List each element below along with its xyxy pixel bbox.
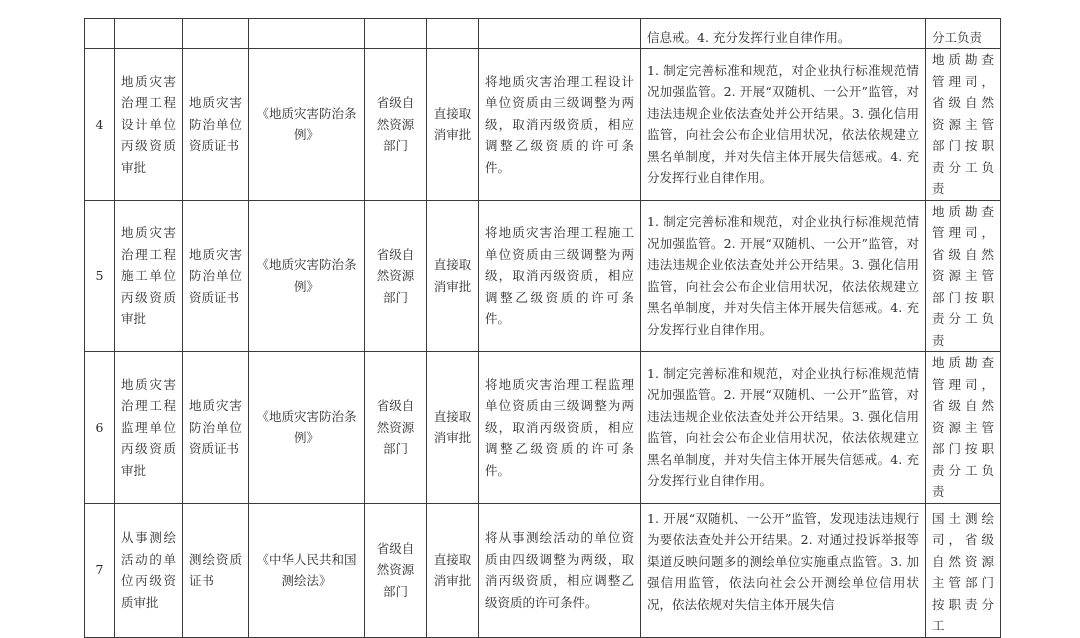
cell-certificate: 地质灾害防治单位资质证书	[183, 200, 249, 352]
cell-measures: 1. 开展“双随机、一公开”监管，发现违法违规行为要依法查处并公开结果。2. 对通过投诉举报等渠道反映问题多的测绘单位实施重点监管。3. 加强信用监管，依法向社会公开测绘单位信用状况，依法依规对失信主体开展失信	[641, 503, 926, 637]
cell-description	[479, 19, 641, 49]
cell-measures: 1. 制定完善标准和规范，对企业执行标准规范情况加强监管。2. 开展“双随机、一公开”监管，对违法违规企业依法查处并公开结果。3. 强化信用监管，向社会公布企业信用状况，依法依规建立黑名单制度，并对失信主体开展失信惩戒。4. 充分发挥行业自律作用。	[641, 200, 926, 352]
cell-item: 地质灾害治理工程施工单位丙级资质审批	[115, 200, 183, 352]
table-row	[85, 503, 1001, 637]
cell-law: 《地质灾害防治条例》	[249, 200, 365, 352]
table-row	[85, 352, 1001, 504]
cell-no: 7	[85, 503, 115, 637]
cell-responsibility: 分工负责	[926, 19, 1001, 49]
table-row	[85, 200, 1001, 352]
cell-mode: 直接取消审批	[427, 49, 479, 201]
cell-department	[365, 19, 427, 49]
cell-responsibility: 地质勘查管理司，省级自然资源主管部门按职责分工负责	[926, 200, 1001, 352]
cell-mode: 直接取消审批	[427, 503, 479, 637]
cell-item: 地质灾害治理工程监理单位丙级资质审批	[115, 352, 183, 504]
cell-description: 将地质灾害治理工程监理单位资质由三级调整为两级，取消丙级资质，相应调整乙级资质的许可条件。	[479, 352, 641, 504]
cell-responsibility: 地质勘查管理司，省级自然资源主管部门按职责分工负责	[926, 49, 1001, 201]
cell-no	[85, 19, 115, 49]
cell-responsibility: 国土测绘司，省级自然资源主管部门按职责分工	[926, 503, 1001, 637]
cell-department: 省级自然资源部门	[365, 200, 427, 352]
cell-law: 《地质灾害防治条例》	[249, 352, 365, 504]
cell-certificate: 地质灾害防治单位资质证书	[183, 49, 249, 201]
cell-mode: 直接取消审批	[427, 352, 479, 504]
cell-department: 省级自然资源部门	[365, 352, 427, 504]
cell-item: 从事测绘活动的单位丙级资质审批	[115, 503, 183, 637]
cell-description: 将地质灾害治理工程施工单位资质由三级调整为两级，取消丙级资质，相应调整乙级资质的许可条件。	[479, 200, 641, 352]
cell-mode	[427, 19, 479, 49]
cell-mode: 直接取消审批	[427, 200, 479, 352]
cell-description: 将从事测绘活动的单位资质由四级调整为两级，取消丙级资质，相应调整乙级资质的许可条件。	[479, 503, 641, 637]
cell-certificate: 地质灾害防治单位资质证书	[183, 352, 249, 504]
cell-no: 5	[85, 200, 115, 352]
cell-law: 《中华人民共和国测绘法》	[249, 503, 365, 637]
cell-department: 省级自然资源部门	[365, 503, 427, 637]
cell-description: 将地质灾害治理工程设计单位资质由三级调整为两级，取消丙级资质，相应调整乙级资质的许可条件。	[479, 49, 641, 201]
cell-item: 地质灾害治理工程设计单位丙级资质审批	[115, 49, 183, 201]
table-row-continued	[85, 19, 1001, 49]
approval-reform-table	[84, 18, 1001, 638]
cell-certificate: 测绘资质证书	[183, 503, 249, 637]
cell-responsibility: 地质勘查管理司，省级自然资源主管部门按职责分工负责	[926, 352, 1001, 504]
cell-department: 省级自然资源部门	[365, 49, 427, 201]
cell-no: 6	[85, 352, 115, 504]
cell-law: 《地质灾害防治条例》	[249, 49, 365, 201]
table-row	[85, 49, 1001, 201]
cell-item	[115, 19, 183, 49]
cell-measures: 信息戒。4. 充分发挥行业自律作用。	[641, 19, 926, 49]
cell-law	[249, 19, 365, 49]
cell-certificate	[183, 19, 249, 49]
cell-measures: 1. 制定完善标准和规范，对企业执行标准规范情况加强监管。2. 开展“双随机、一公开”监管，对违法违规企业依法查处并公开结果。3. 强化信用监管，向社会公布企业信用状况，依法依规建立黑名单制度，并对失信主体开展失信惩戒。4. 充分发挥行业自律作用。	[641, 49, 926, 201]
cell-no: 4	[85, 49, 115, 201]
cell-measures: 1. 制定完善标准和规范，对企业执行标准规范情况加强监管。2. 开展“双随机、一公开”监管，对违法违规企业依法查处并公开结果。3. 强化信用监管，向社会公布企业信用状况，依法依规建立黑名单制度，并对失信主体开展失信惩戒。4. 充分发挥行业自律作用。	[641, 352, 926, 504]
